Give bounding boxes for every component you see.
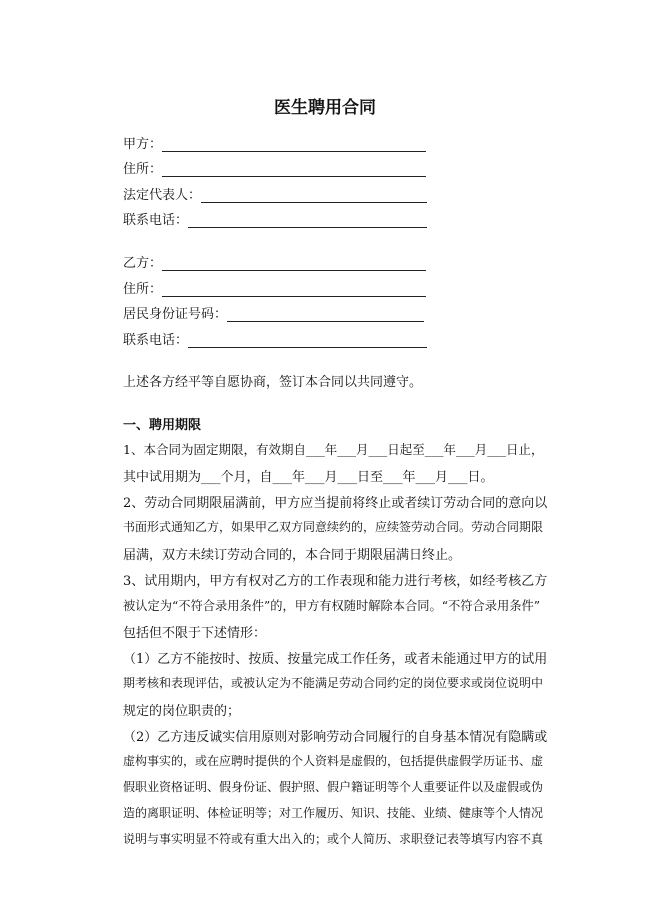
party-b-address-label: 住所： bbox=[123, 282, 163, 297]
party-a-phone-label: 联系电话： bbox=[123, 213, 189, 228]
party-b-id-label: 居民身份证号码： bbox=[123, 307, 228, 322]
party-b-id-blank[interactable] bbox=[227, 307, 424, 322]
item-2-line: 说明与事实明显不符或有重大出入的；或个人简历、求职登记表等填写内容不真 bbox=[123, 832, 544, 846]
party-a-name-field bbox=[123, 132, 426, 152]
party-b-name-blank[interactable] bbox=[162, 256, 426, 271]
clause-2-line: 书面形式通知乙方，如果甲乙双方同意续约的，应续签劳动合同。劳动合同期限 bbox=[123, 520, 544, 534]
party-b-phone-label: 联系电话： bbox=[123, 333, 189, 348]
party-a-address-field bbox=[123, 157, 426, 177]
party-a-address-label: 住所： bbox=[123, 162, 163, 177]
preamble-text: 上述各方经平等自愿协商，签订本合同以共同遵守。 bbox=[123, 375, 423, 390]
party-a-legal-rep-field bbox=[123, 183, 427, 203]
clause-3-line: 3、试用期内，甲方有权对乙方的工作表现和能力进行考核，如经考核乙方 bbox=[123, 574, 548, 589]
party-b-name-label: 乙方： bbox=[123, 256, 163, 271]
item-1-line: 规定的岗位职责的； bbox=[123, 704, 241, 719]
clause-3-line: 包括但不限于下述情形： bbox=[123, 626, 267, 641]
document-title: 医生聘用合同 bbox=[274, 98, 376, 118]
party-a-legal-rep-label: 法定代表人： bbox=[123, 188, 202, 203]
item-2-line: （2）乙方违反诚实信用原则对影响劳动合同履行的自身基本情况有隐瞒或 bbox=[123, 730, 548, 745]
clause-1-line: 其中试用期为___个月，自___年___月___日至___年___月___日。 bbox=[123, 470, 494, 485]
clause-2-line: 届满，双方未续订劳动合同的，本合同于期限届满日终止。 bbox=[123, 548, 462, 563]
item-2-line: 虚构事实的，或在应聘时提供的个人资料是虚假的，包括提供虚假学历证书、虚 bbox=[123, 754, 544, 768]
party-b-address-field bbox=[123, 277, 426, 297]
item-2-line: 假职业资格证明、假身份证、假护照、假户籍证明等个人重要证件以及虚假或伪 bbox=[123, 780, 544, 794]
party-a-legal-rep-blank[interactable] bbox=[201, 188, 427, 203]
party-a-phone-blank[interactable] bbox=[188, 213, 427, 228]
item-1-line: 期考核和表现评估，或被认定为不能满足劳动合同约定的岗位要求或岗位说明中 bbox=[123, 676, 544, 690]
party-b-id-field bbox=[123, 302, 424, 322]
party-b-phone-blank[interactable] bbox=[188, 333, 427, 348]
item-1-line: （1）乙方不能按时、按质、按量完成工作任务，或者未能通过甲方的试用 bbox=[123, 652, 548, 667]
party-a-name-blank[interactable] bbox=[162, 137, 426, 152]
party-a-phone-field bbox=[123, 208, 427, 228]
party-b-name-field bbox=[123, 251, 426, 271]
item-2-line: 造的离职证明、体检证明等；对工作履历、知识、技能、业绩、健康等个人情况 bbox=[123, 806, 544, 820]
clause-2-line: 2、劳动合同期限届满前，甲方应当提前将终止或者续订劳动合同的意向以 bbox=[123, 496, 548, 511]
clause-1-line: 1、本合同为固定期限，有效期自___年___月___日起至___年___月___日止， bbox=[123, 442, 544, 457]
party-a-address-blank[interactable] bbox=[162, 162, 426, 177]
section-heading: 一、聘用期限 bbox=[123, 418, 202, 433]
party-a-name-label: 甲方： bbox=[123, 137, 163, 152]
clause-3-line: 被认定为“不符合录用条件”的，甲方有权随时解除本合同。“不符合录用条件” bbox=[123, 599, 541, 613]
party-b-phone-field bbox=[123, 328, 427, 348]
party-b-address-blank[interactable] bbox=[162, 282, 426, 297]
